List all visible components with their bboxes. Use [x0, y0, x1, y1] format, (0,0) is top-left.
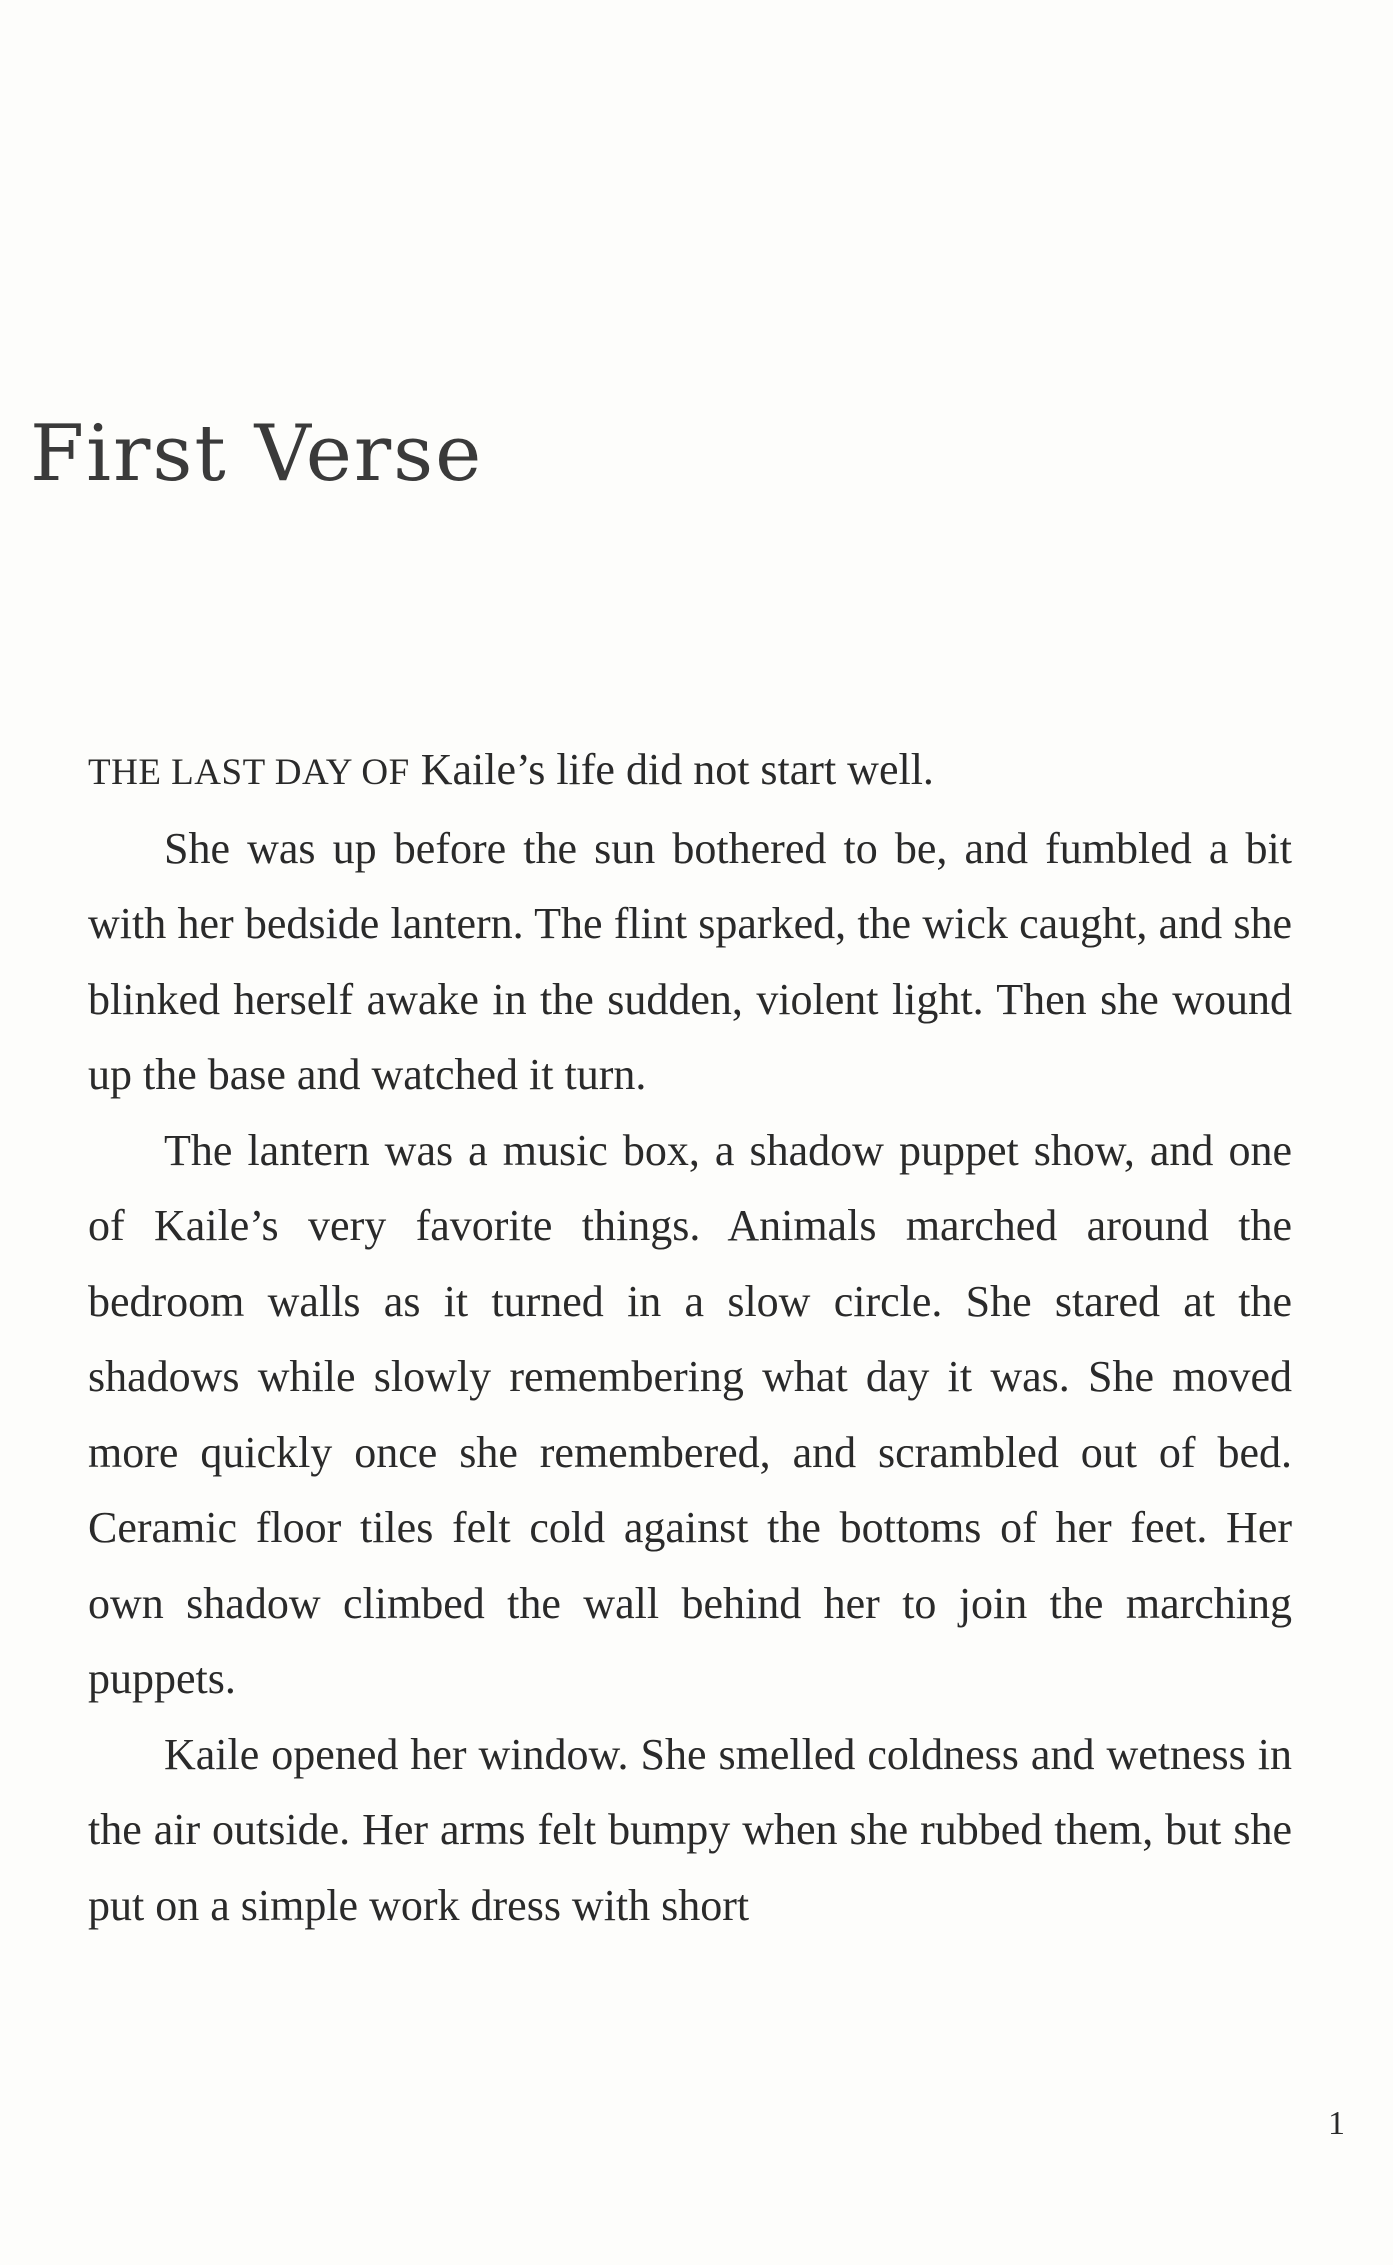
opening-small-caps: THE LAST DAY OF: [88, 752, 410, 793]
paragraph-3: The lantern was a music box, a shadow puppet show, and one of Kaile’s very favorite things. Animals marched around the bedroom walls as it turned in a slow circle. She stared at the shadows while slowly remembering what day it was. She moved more quickly once she remembered, and scrambled out of bed. Ceramic floor tiles felt cold against the bottoms of her feet. Her own shadow climbed the wall behind her to join the marching puppets.: [88, 1125, 1292, 1703]
paragraph-1-text: Kaile’s life did not start well.: [409, 745, 934, 794]
paragraph-2: She was up before the sun bothered to be, and fumbled a bit with her bedside lantern. The flint sparked, the wick caught, and she blinked herself awake in the sudden, violent light. Then she wound up the base and watched it turn.: [88, 823, 1292, 1099]
body-text: [88, 732, 1292, 1943]
page-number: 1: [1328, 2105, 1345, 2142]
chapter-title: First Verse: [30, 409, 484, 499]
paragraph-1: [88, 732, 1292, 811]
paragraph-4: Kaile opened her window. She smelled coldness and wetness in the air outside. Her arms felt bumpy when she rubbed them, but she put on a simple work dress with short: [88, 1729, 1292, 1930]
